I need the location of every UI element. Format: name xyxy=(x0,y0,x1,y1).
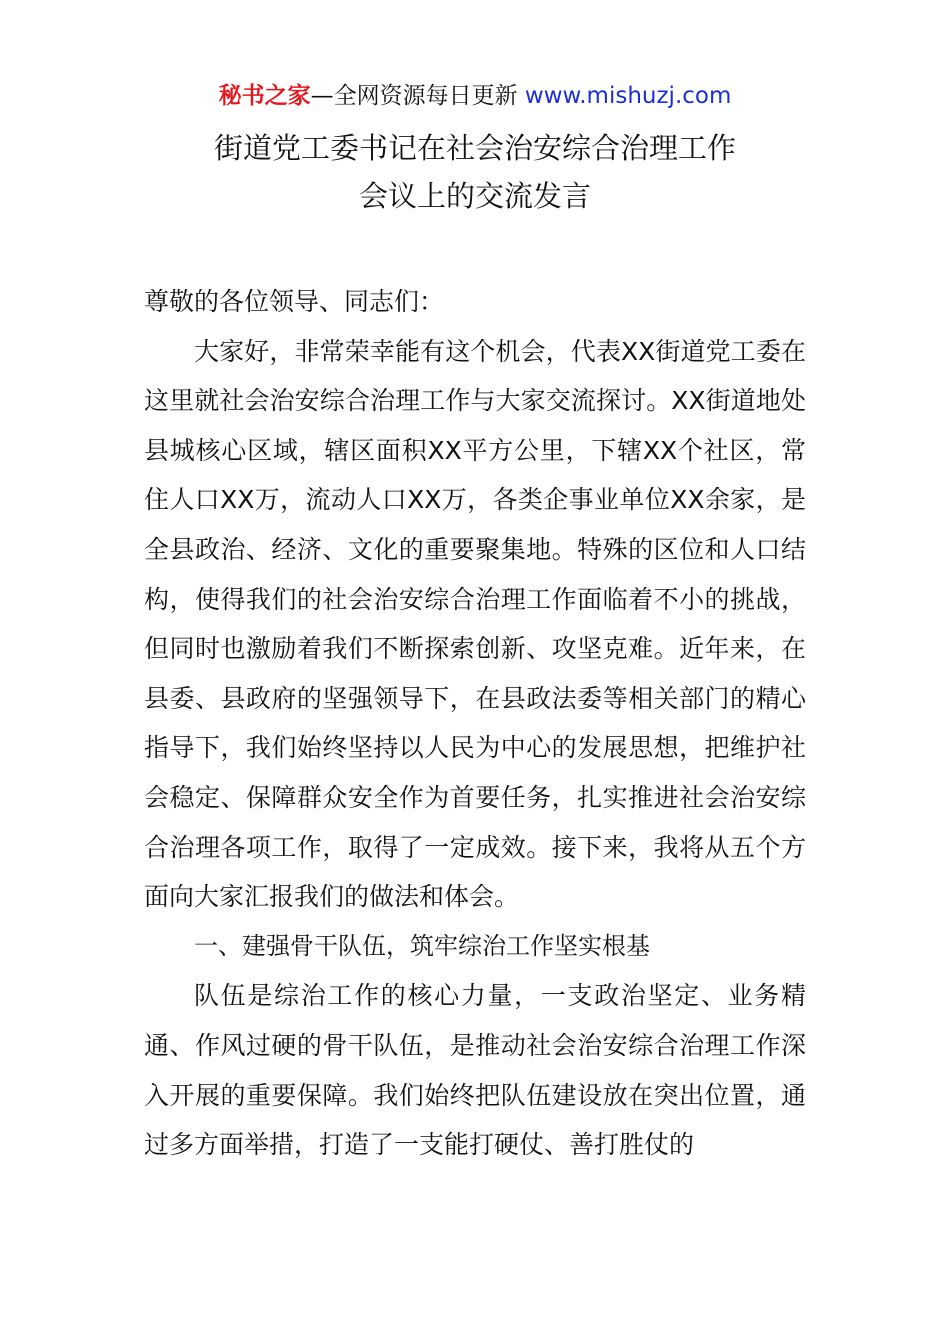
section-1-paragraph: 队伍是综治工作的核心力量，一支政治坚定、业务精通、作风过硬的骨干队伍，是推动社会治安综合治理工作深入开展的重要保障。我们始终把队伍建设放在突出位置，通过多方面举措，打造了一支能打硬仗、善打胜仗的 xyxy=(144,981,806,1160)
document-body xyxy=(144,277,806,1170)
banner-tagline: —全网资源每日更新 xyxy=(310,83,518,109)
document-title-line-1: 街道党工委书记在社会治安综合治理工作 xyxy=(213,131,736,165)
site-banner xyxy=(0,80,950,112)
salutation: 尊敬的各位领导、同志们： xyxy=(144,287,445,316)
intro-paragraph: 大家好，非常荣幸能有这个机会，代表XX街道党工委在这里就社会治安综合治理工作与大家交流探讨。XX街道地处县城核心区域，辖区面积XX平方公里，下辖XX个社区，常住人口XX万，流动人口XX万，各类企事业单位XX余家，是全县政治、经济、文化的重要聚集地。特殊的区位和人口结构，使得我们的社会治安综合治理工作面临着不小的挑战，但同时也激励着我们不断探索创新、攻坚克难。近年来，在县委、县政府的坚强领导下，在县政法委等相关部门的精心指导下，我们始终坚持以人民为中心的发展思想，把维护社会稳定、保障群众安全作为首要任务，扎实推进社会治安综合治理各项工作，取得了一定成效。接下来，我将从五个方面向大家汇报我们的做法和体会。 xyxy=(144,336,806,912)
brand-name: 秘书之家 xyxy=(218,83,311,109)
site-url-link[interactable]: www.mishuzj.com xyxy=(524,83,732,109)
section-1-heading: 一、建强骨干队伍，筑牢综治工作坚实根基 xyxy=(194,931,650,960)
document-title-line-2: 会议上的交流发言 xyxy=(358,179,591,213)
